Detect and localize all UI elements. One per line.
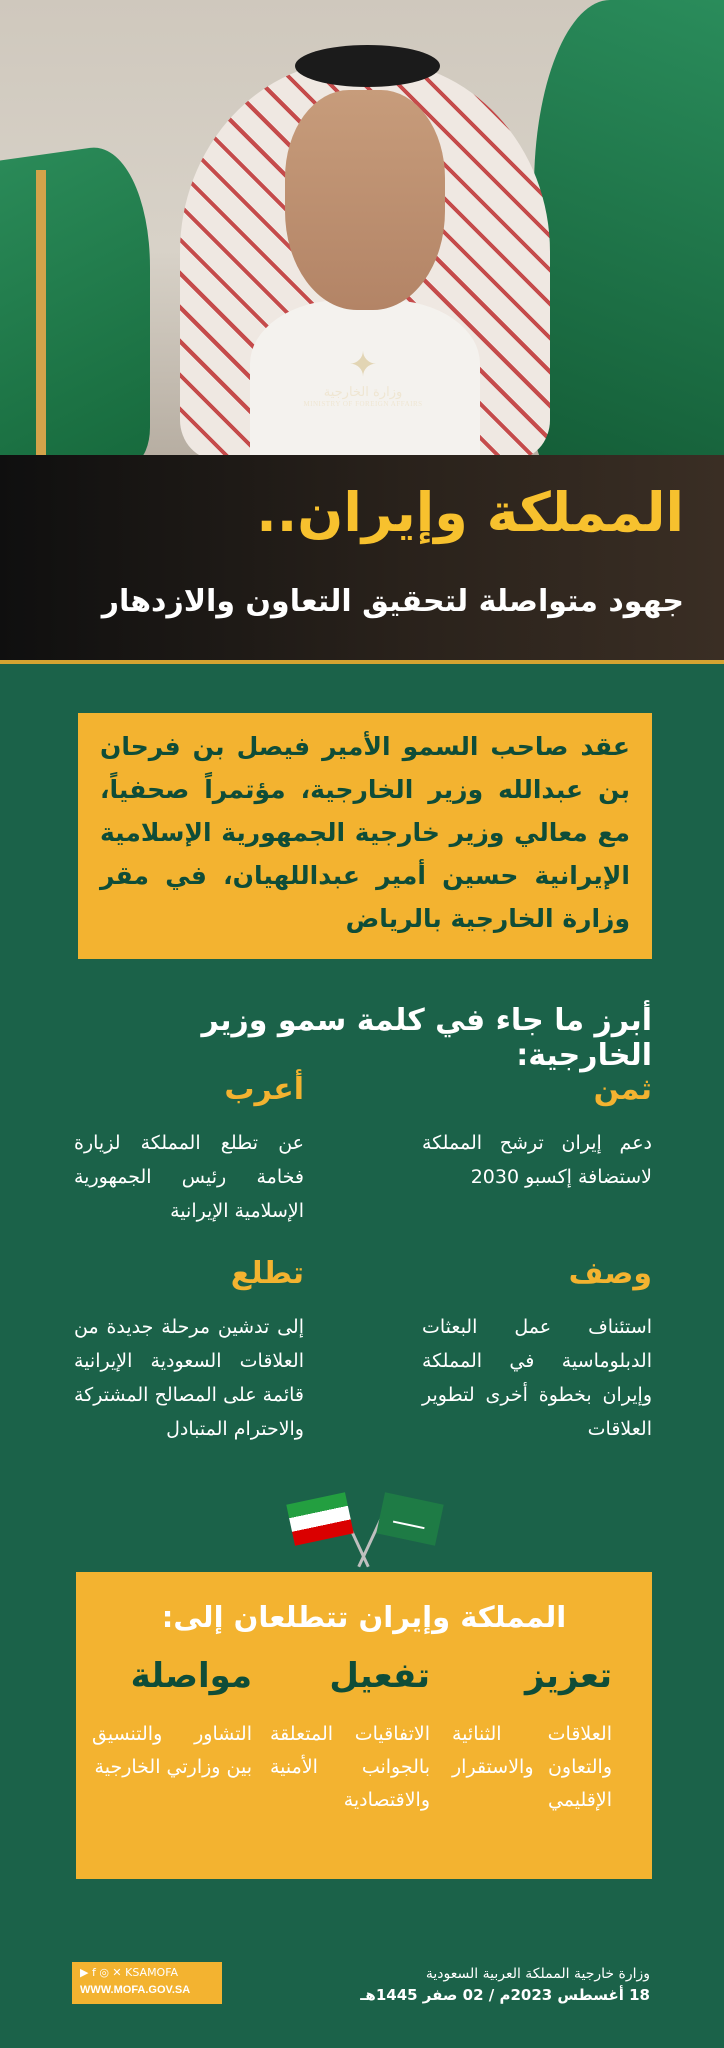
- social-icons: ▶ f ◎ ✕ KSAMOFA: [80, 1966, 179, 1979]
- aims-box: [76, 1572, 652, 1879]
- social-handle: KSAMOFA: [125, 1966, 179, 1979]
- highlight-title: أعرب: [224, 1072, 304, 1107]
- highlight-title: وصف: [568, 1256, 652, 1291]
- emblem-english-text: MINISTRY OF FOREIGN AFFAIRS: [303, 400, 423, 408]
- highlight-text: عن تطلع المملكة لزيارة فخامة رئيس الجمهورية الإسلامية الإيرانية: [74, 1132, 304, 1222]
- saudi-flag-right-image: [534, 0, 724, 455]
- highlight-item: [422, 1252, 652, 1446]
- palm-swords-icon: ✦: [348, 345, 378, 385]
- aim-title: تعزيز: [524, 1656, 612, 1696]
- social-badge[interactable]: [72, 1962, 222, 2004]
- aim-item: [270, 1652, 430, 1817]
- hero-photo: [0, 0, 724, 455]
- page-subtitle: جهود متواصلة لتحقيق التعاون والازدهار: [101, 584, 684, 619]
- aim-title: تفعيل: [329, 1656, 430, 1696]
- footer-org: وزارة خارجية المملكة العربية السعودية: [425, 1966, 650, 1982]
- aim-text: الاتفاقيات المتعلقة بالجوانب الأمنية والاقتصادية: [270, 1723, 430, 1811]
- aims-heading: المملكة وإيران تتطلعان إلى:: [161, 1600, 567, 1634]
- agal-shape: [295, 45, 440, 87]
- highlight-item: [422, 1068, 652, 1194]
- highlight-item: [74, 1068, 304, 1228]
- face-shape: [285, 90, 445, 310]
- footer-info: [360, 1964, 650, 2006]
- intro-text: عقد صاحب السمو الأمير فيصل بن فرحان بن عبدالله وزير الخارجية، مؤتمراً صحفياً، مع معالي وزير خارجية الجمهورية الإسلامية الإيرانية حسين أمير عبداللهيان، في مقر وزارة الخارجية بالرياض: [100, 732, 630, 933]
- emblem-arabic-text: وزارة الخارجية: [323, 385, 403, 400]
- highlight-text: استئناف عمل البعثات الدبلوماسية في المملكة وإيران بخطوة أخرى لتطوير العلاقات: [422, 1316, 652, 1440]
- footer: [0, 1940, 724, 2048]
- aim-text: العلاقات الثنائية والتعاون والاستقرار الإقليمي: [452, 1723, 612, 1811]
- aim-item: [452, 1652, 612, 1817]
- website-link[interactable]: WWW.MOFA.GOV.SA: [80, 1984, 191, 1996]
- aim-text: التشاور والتنسيق بين وزارتي الخارجية: [92, 1723, 252, 1778]
- page-title: المملكة وإيران..: [256, 481, 684, 544]
- aim-item: [92, 1652, 252, 1784]
- highlight-title: ثمن: [593, 1072, 652, 1107]
- crossed-flags-icon: [290, 1490, 440, 1565]
- flag-pole: [36, 170, 46, 455]
- aim-title: مواصلة: [130, 1656, 252, 1696]
- saudi-flag-icon: [376, 1492, 443, 1546]
- iran-flag-icon: [286, 1492, 353, 1546]
- divider-line: [0, 660, 724, 664]
- footer-date: 18 أغسطس 2023م / 02 صفر 1445هـ: [360, 1986, 650, 2004]
- ministry-emblem: [303, 345, 423, 445]
- highlight-title: تطلع: [230, 1256, 304, 1291]
- saudi-flag-left-image: [0, 139, 150, 455]
- highlight-text: إلى تدشين مرحلة جديدة من العلاقات السعودية الإيرانية قائمة على المصالح المشتركة والاحترام المتبادل: [74, 1316, 304, 1440]
- highlight-text: دعم إيران ترشح المملكة لاستضافة إكسبو 2030: [422, 1132, 652, 1188]
- highlight-item: [74, 1252, 304, 1446]
- highlights-heading: أبرز ما جاء في كلمة سمو وزير الخارجية:: [201, 1003, 652, 1073]
- intro-box: [78, 713, 652, 959]
